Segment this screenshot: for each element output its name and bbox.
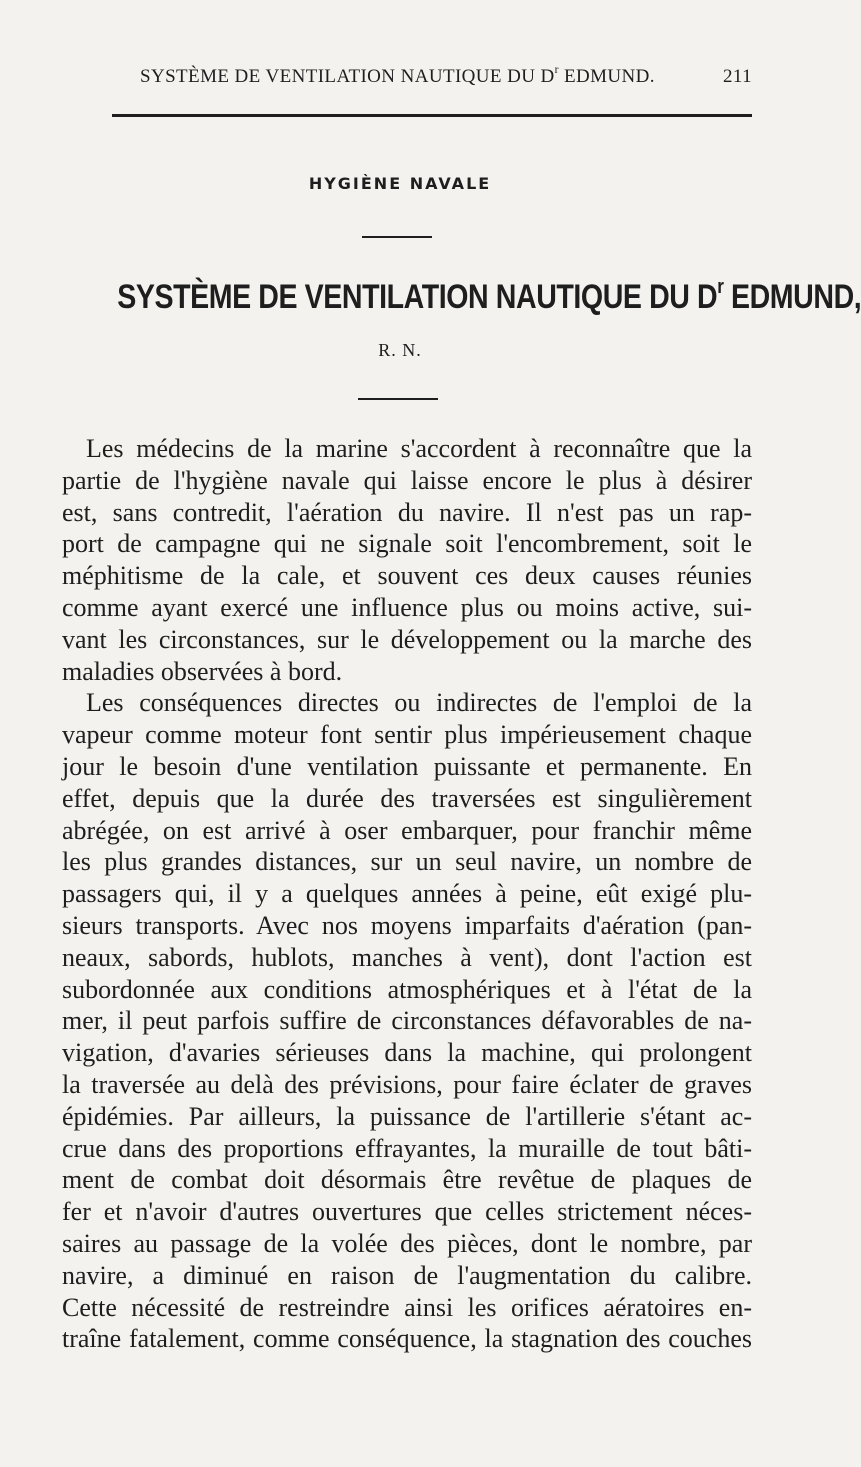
text-line: vant les circonstances, sur le développement ou la marche des bbox=[62, 624, 752, 654]
text-line: traîne fatalement, comme conséquence, la stagnation des couches bbox=[62, 1324, 752, 1354]
text-line: crue dans des proportions effrayantes, la muraille de tout bâti- bbox=[62, 1133, 752, 1163]
header-rule bbox=[112, 114, 752, 117]
article-title: SYSTÈME DE VENTILATION NAUTIQUE DU $D^r$ EDMUND, bbox=[117, 276, 861, 316]
text-line: port de campagne qui ne signale soit l'encombrement, soit le bbox=[62, 529, 752, 559]
text-line: mer, il peut parfois suffire de circonstances défavorables de na- bbox=[62, 1006, 752, 1036]
text-line: est, sans contredit, l'aération du navire. Il n'est pas un rap- bbox=[62, 497, 752, 527]
text-line: Les conséquences directes ou indirectes de l'emploi de la bbox=[86, 688, 752, 718]
text-line: passagers qui, il y a quelques années à peine, eût exigé plu- bbox=[62, 879, 752, 909]
text-line: vapeur comme moteur font sentir plus impérieusement chaque bbox=[62, 720, 752, 750]
text-line: les plus grandes distances, sur un seul navire, un nombre de bbox=[62, 847, 752, 877]
text-line: fer et n'avoir d'autres ouvertures que celles strictement néces- bbox=[62, 1197, 752, 1227]
section-rubric: HYGIÈNE NAVALE bbox=[308, 174, 492, 193]
text-line: ment de combat doit désormais être revêtue de plaques de bbox=[62, 1165, 752, 1195]
text-line: abrégée, on est arrivé à oser embarquer, pour franchir même bbox=[62, 815, 752, 845]
text-line: maladies observées à bord. bbox=[62, 656, 343, 686]
running-head-title: SYSTÈME DE VENTILATION NAUTIQUE DU $D^r$ EDMUND. bbox=[140, 64, 655, 87]
text-line: la traversée au delà des prévisions, pour faire éclater de graves bbox=[62, 1069, 752, 1099]
body-text bbox=[62, 433, 752, 1355]
text-line: vigation, d'avaries sérieuses dans la machine, qui prolongent bbox=[62, 1038, 752, 1068]
article-author: R. N. bbox=[378, 340, 422, 360]
text-line: effet, depuis que la durée des traversées est singulièrement bbox=[62, 783, 752, 813]
text-line: saires au passage de la volée des pièces, dont le nombre, par bbox=[62, 1228, 752, 1258]
separator-rule bbox=[362, 236, 432, 238]
text-line: épidémies. Par ailleurs, la puissance de l'artillerie s'étant ac- bbox=[62, 1101, 752, 1131]
text-line: méphitisme de la cale, et souvent ces deux causes réunies bbox=[62, 561, 752, 591]
text-line: comme ayant exercé une influence plus ou moins active, sui- bbox=[62, 592, 752, 622]
page-number: 211 bbox=[723, 66, 752, 87]
text-line: navire, a diminué en raison de l'augmentation du calibre. bbox=[62, 1260, 752, 1290]
text-line: Cette nécessité de restreindre ainsi les orifices aératoires en- bbox=[62, 1292, 752, 1322]
running-head bbox=[62, 66, 752, 92]
text-line: Les médecins de la marine s'accordent à reconnaître que la bbox=[86, 434, 752, 463]
text-line: sieurs transports. Avec nos moyens imparfaits d'aération (pan- bbox=[62, 910, 752, 940]
text-line: partie de l'hygiène navale qui laisse encore le plus à désirer bbox=[62, 465, 752, 495]
text-line: neaux, sabords, hublots, manches à vent), dont l'action est bbox=[62, 942, 752, 972]
text-line: jour le besoin d'une ventilation puissante et permanente. En bbox=[62, 751, 752, 781]
separator-rule bbox=[358, 398, 438, 400]
text-line: subordonnée aux conditions atmosphériques et à l'état de la bbox=[62, 974, 752, 1004]
